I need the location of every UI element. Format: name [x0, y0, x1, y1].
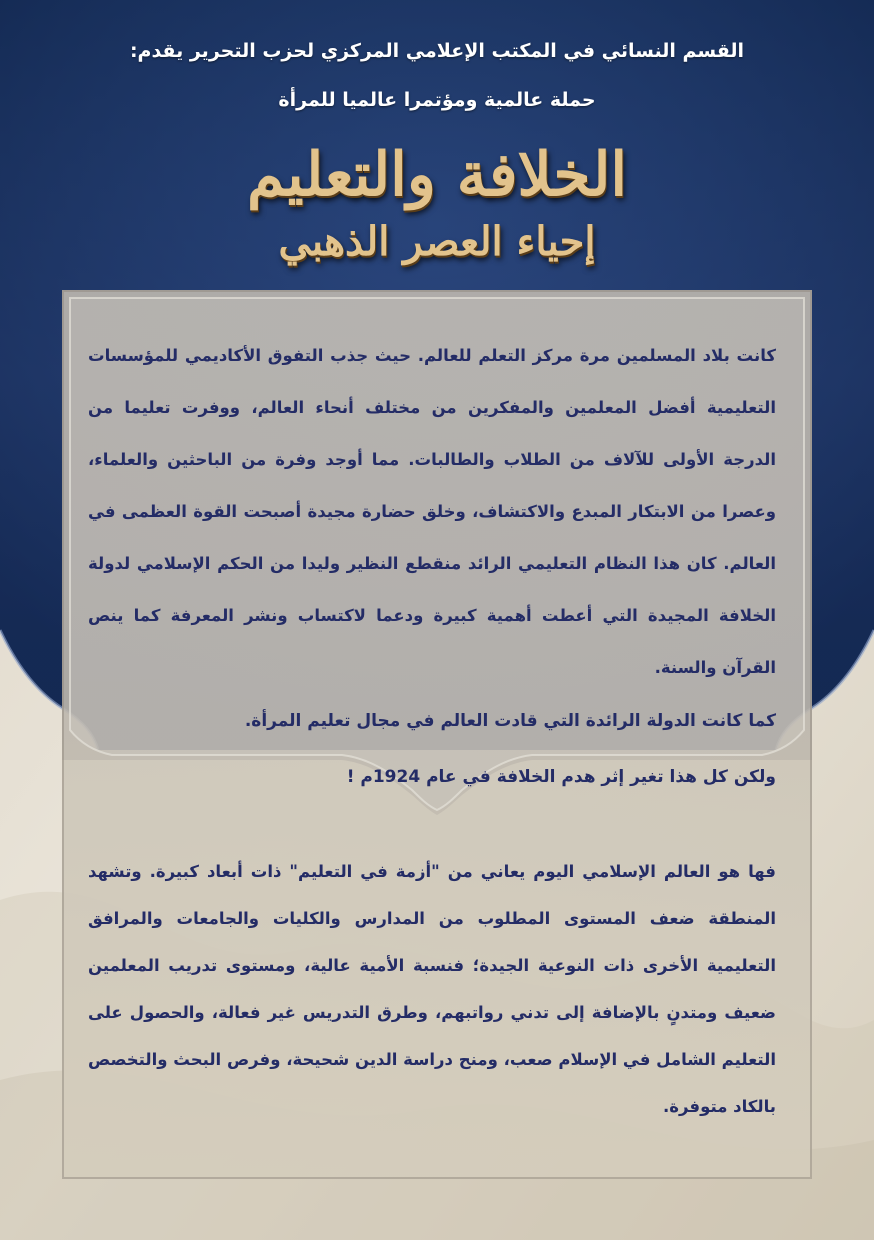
paragraph-women-education: كما كانت الدولة الرائدة التي قادت العالم في مجال تعليم المرأة. — [244, 711, 776, 731]
text-panel — [62, 290, 812, 1179]
subtitle: إحياء العصر الذهبي — [278, 218, 596, 265]
campaign-line: حملة عالمية ومؤتمرا عالميا للمرأة — [278, 89, 596, 111]
main-title: الخلافة والتعليم — [246, 140, 628, 210]
organization-line: القسم النسائي في المكتب الإعلامي المركزي لحزب التحرير يقدم: — [129, 40, 745, 62]
paragraph-history: كانت بلاد المسلمين مرة مركز التعلم للعالم. حيث جذب التفوق الأكاديمي للمؤسسات التعليمية أفضل المعلمين والمفكرين من مختلف أنحاء العالم، ووفرت تعليما من الدرجة الأولى للآلاف من الطلاب والطالبات. مما أوجد وفرة من الباحثين والعلماء، وعصرا من الابتكار المبدع والاكتشاف، وخلق حضارة مجيدة أصبحت القوة العظمى في العالم. كان هذا النظام التعليمي الرائد منقطع النظير وليدا من الحكم الإسلامي لدولة الخلافة المجيدة التي أعطت أهمية كبيرة ودعما لاكتساب ونشر المعرفة كما ينص القرآن والسنة. — [88, 346, 776, 677]
paragraph-1924: ولكن كل هذا تغير إثر هدم الخلافة في عام 1924م ! — [346, 767, 776, 787]
paragraph-crisis: فها هو العالم الإسلامي اليوم يعاني من "أزمة في التعليم" ذات أبعاد كبيرة. وتشهد المنطقة ضعف المستوى المطلوب من المدارس والكليات والجامعات والمرافق التعليمية الأخرى ذات النوعية الجيدة؛ فنسبة الأمية عالية، ومستوى تدريب المعلمين ضعيف ومتدنٍ بالإضافة إلى تدني رواتبهم، وطرق التدريس غير فعالة، والحصول على التعليم الشامل في الإسلام صعب، ومنح دراسة الدين شحيحة، وفرص البحث والتخصص بالكاد متوفرة. — [88, 862, 776, 1116]
